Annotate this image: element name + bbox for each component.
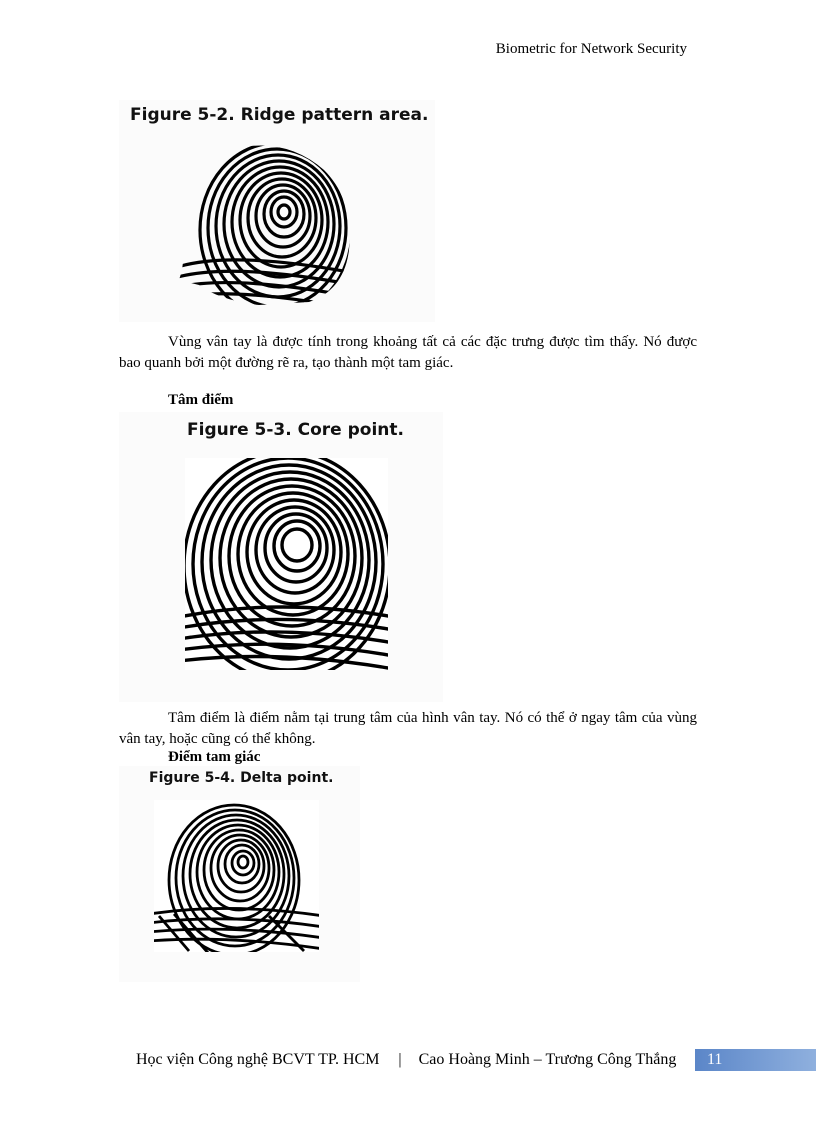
- core-point-fingerprint-image: [119, 412, 443, 702]
- delta-point-fingerprint-image: [119, 766, 360, 982]
- figure-core-point: [119, 412, 443, 702]
- paragraph: Vùng vân tay là được tính trong khoảng tất cả các đặc trưng được tìm thấy. Nó được bao quanh bởi một đường rẽ ra, tạo thành một tam giác.: [119, 334, 697, 371]
- footer-separator: |: [398, 1051, 402, 1068]
- ridge-pattern-fingerprint-image: [119, 100, 435, 322]
- figure-title: Figure 5-4. Delta point.: [149, 770, 334, 786]
- footer-institution: Học viện Công nghệ BCVT TP. HCM: [136, 1051, 380, 1068]
- heading-delta-point: Điểm tam giác: [168, 749, 261, 765]
- page-number: 11: [695, 1049, 816, 1071]
- figure-title: Figure 5-2. Ridge pattern area.: [130, 105, 429, 125]
- figure-title: Figure 5-3. Core point.: [187, 420, 404, 440]
- running-header: Biometric for Network Security: [495, 41, 687, 57]
- heading-core-point: Tâm điểm: [168, 392, 234, 408]
- page-footer: [136, 1051, 676, 1069]
- figure-delta-point: [119, 766, 360, 982]
- figure-ridge-pattern: [119, 100, 435, 322]
- footer-authors: Cao Hoàng Minh – Trương Công Thắng: [418, 1051, 677, 1068]
- paragraph: Tâm điểm là điểm nằm tại trung tâm của hình vân tay. Nó có thể ở ngay tâm của vùng vân tay, hoặc cũng có thể không.: [119, 710, 697, 747]
